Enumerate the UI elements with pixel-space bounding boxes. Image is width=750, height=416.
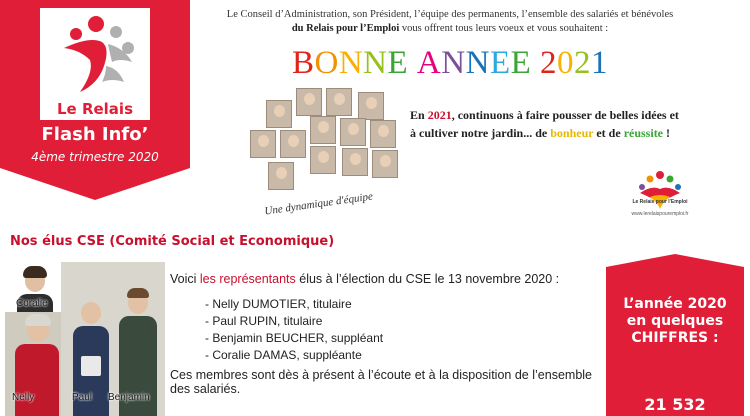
- cse-intro-highlight: les représentants: [199, 272, 296, 286]
- small-logo-url: www.lerelaispouremploi.fr: [631, 211, 689, 217]
- label-paul: Paul: [72, 392, 93, 403]
- message-part: En: [410, 108, 428, 122]
- label-benjamin: Benjamin: [108, 392, 150, 403]
- list-item: - Nelly DUMOTIER, titulaire: [205, 297, 352, 311]
- team-face: [326, 88, 352, 116]
- small-logo-name: Le Relais pour l'Emploi: [632, 199, 688, 205]
- cse-members-list: [205, 296, 383, 364]
- message-word-reussite: réussite: [623, 126, 664, 140]
- greeting-letter: A: [416, 45, 442, 81]
- team-face: [340, 118, 366, 146]
- team-face: [310, 116, 336, 144]
- team-face: [296, 88, 322, 116]
- year-figures-title: [606, 296, 744, 347]
- greeting-letter: E: [510, 45, 532, 81]
- intro-line-2: [200, 22, 700, 36]
- message-part: , continuons à faire pousser de belles idées et à cultiver notre jardin... de: [410, 108, 679, 140]
- list-item: - Benjamin BEUCHER, suppléant: [205, 331, 384, 345]
- label-nelly: Nelly: [12, 392, 35, 403]
- label-coralie: Coralie: [16, 298, 48, 309]
- team-caption: Une dynamique d'équipe: [263, 190, 374, 218]
- greeting-letter: O: [314, 45, 339, 81]
- team-face: [370, 120, 396, 148]
- year-figure-number: 21 532: [644, 395, 706, 414]
- greeting-letter: 2: [574, 45, 592, 81]
- list-item: - Paul RUPIN, titulaire: [205, 314, 323, 328]
- intro-org-name: du Relais pour l’Emploi: [291, 23, 400, 34]
- team-face: [250, 130, 276, 158]
- cse-intro-part: élus à l’élection du CSE le 13 novembre 2020 :: [295, 272, 560, 286]
- team-face: [266, 100, 292, 128]
- greeting-letter: B: [291, 45, 315, 81]
- le-relais-logo: [40, 8, 150, 120]
- greeting-title: [200, 44, 700, 82]
- cse-intro-part: Voici: [170, 272, 200, 286]
- greeting-letter: N: [363, 45, 388, 81]
- greeting-letter: 1: [591, 45, 609, 81]
- team-face: [342, 148, 368, 176]
- list-item: - Coralie DAMAS, suppléante: [205, 348, 362, 362]
- cse-intro-text: [170, 272, 592, 287]
- message-year: 2021: [427, 108, 452, 122]
- greeting-letter: N: [441, 45, 466, 81]
- intro-line-1: Le Conseil d’Administration, son Président, l’équipe des permanents, l’ensemble des salariés et bénévoles: [226, 9, 674, 20]
- message-word-bonheur: bonheur: [550, 126, 594, 140]
- people-logo-icon: [40, 8, 150, 100]
- logo-label: Le Relais: [56, 100, 133, 118]
- team-photo-collage: [248, 86, 398, 196]
- flash-info-title: Flash Info’: [41, 124, 149, 145]
- year-title-line: en quelques: [626, 313, 724, 329]
- greeting-letter: 0: [557, 45, 575, 81]
- year-title-line: CHIFFRES :: [631, 330, 719, 346]
- message-part: et de: [593, 126, 624, 140]
- intro-line-2-rest: vous offrent tous leurs voeux et vous souhaitent :: [399, 23, 609, 34]
- greeting-letter: [408, 44, 417, 82]
- team-face: [310, 146, 336, 174]
- flash-info-subtitle: 4ème trimestre 2020: [31, 150, 159, 164]
- team-face: [358, 92, 384, 120]
- new-year-message: [410, 106, 680, 142]
- message-part: !: [663, 126, 671, 140]
- greeting-letter: 2: [540, 45, 558, 81]
- greeting-letter: [531, 44, 540, 82]
- greeting-letter: N: [465, 45, 490, 81]
- team-face: [280, 130, 306, 158]
- cse-closing-text: Ces membres sont dès à présent à l’écoute et à la disposition de l’ensemble des salariés.: [170, 368, 592, 396]
- team-face: [372, 150, 398, 178]
- intro-text: [200, 8, 700, 36]
- greeting-letter: E: [489, 45, 511, 81]
- greeting-letter: E: [387, 45, 409, 81]
- greeting-letter: N: [338, 45, 364, 81]
- team-face: [268, 162, 294, 190]
- section-title: Nos élus CSE (Comité Social et Economique): [10, 234, 335, 249]
- year-title-line: L’année 2020: [623, 296, 727, 312]
